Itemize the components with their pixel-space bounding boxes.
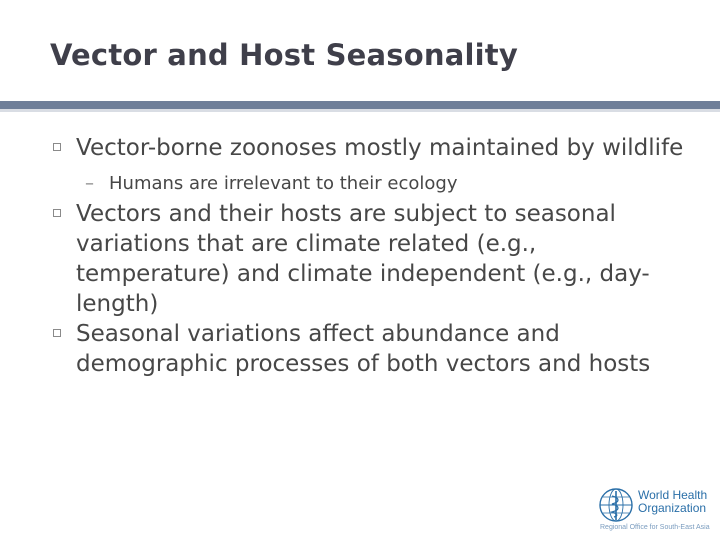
title-divider-shadow [0,109,720,112]
square-bullet-icon [53,329,61,337]
dash-bullet-icon: – [85,173,94,194]
logo-line-2: Organization [638,501,707,515]
bullet-item [50,133,690,163]
title-divider [0,101,720,109]
logo-region: Regional Office for South-East Asia [600,524,710,531]
who-emblem-icon [598,487,634,523]
square-bullet-icon [53,209,61,217]
bullet-text: Vector-borne zoonoses mostly maintained by wildlife [76,135,684,161]
bullet-item [50,319,690,379]
bullet-text: Seasonal variations affect abundance and demographic processes of both vectors and hosts [76,321,651,377]
sub-bullet-item [50,172,690,196]
logo-line-1: World Health [638,488,708,502]
logo-text [638,489,707,515]
sub-bullet-text: Humans are irrelevant to their ecology [109,173,458,194]
bullet-item [50,199,690,319]
slide-title: Vector and Host Seasonality [50,38,518,72]
who-logo [598,487,716,535]
bullet-text: Vectors and their hosts are subject to seasonal variations that are climate related (e.g., temperature) and climate independent (e.g., day-length) [76,201,650,317]
bullet-list [50,133,690,379]
square-bullet-icon [53,143,61,151]
